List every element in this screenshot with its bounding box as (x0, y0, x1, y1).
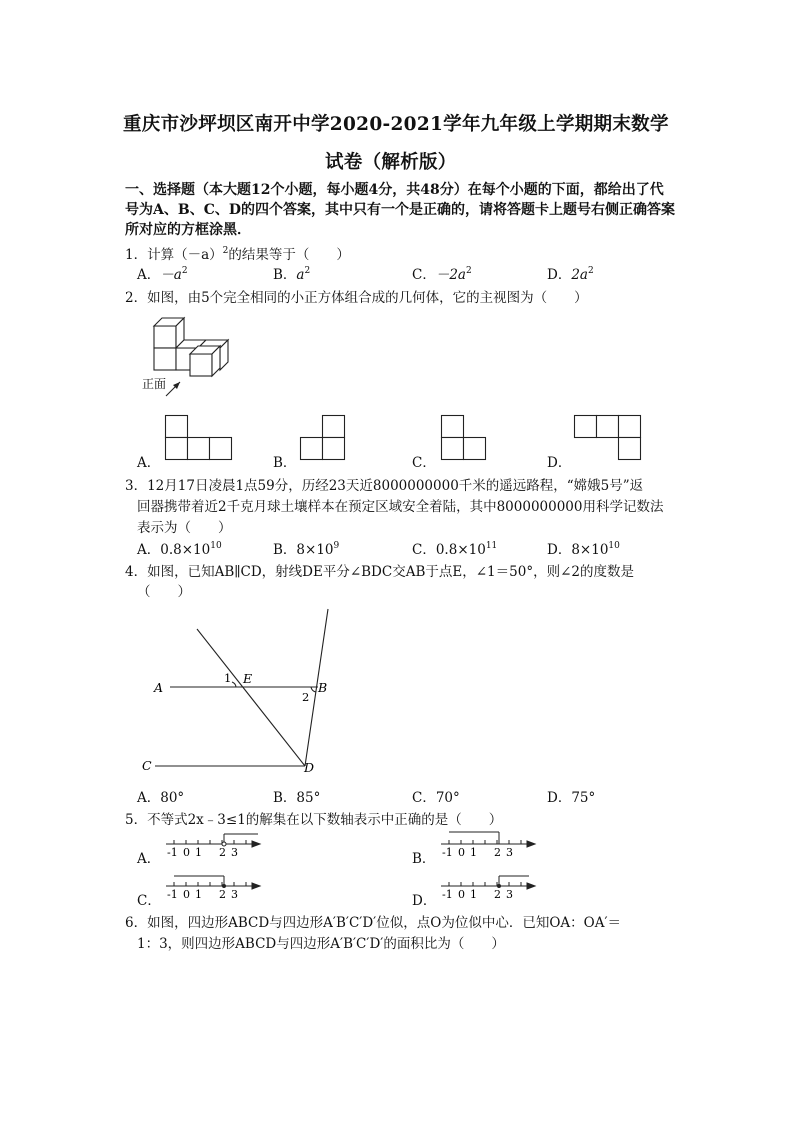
q2-option-c-view[interactable] (441, 415, 491, 460)
q2-option-a-view[interactable] (165, 415, 235, 460)
q5-b-label-2: 2 (494, 846, 501, 859)
q4-option-a[interactable] (137, 786, 184, 806)
q3-option-a-exponent: 10 (210, 541, 222, 551)
q5-d-label-3: 3 (506, 888, 513, 901)
q5-b-label-0: 0 (458, 846, 465, 859)
q4-option-a-label: A． (137, 790, 161, 806)
q5-a-label-1: 1 (195, 846, 202, 859)
q3-option-d-exponent: 10 (608, 541, 620, 551)
section-instructions-line3: 所对应的方框涂黑． (125, 222, 251, 238)
q3-option-b-text: 8×10 (296, 542, 334, 558)
q1-option-a-text: －a (160, 267, 182, 283)
q3-option-a-label: A． (137, 542, 161, 558)
q3-stem-line2: 回器携带着近2千克月球土壤样本在预定区域安全着陆，其中8000000000用科学记数法 (137, 499, 664, 515)
q4-stem-line1: 4．如图，已知AB∥CD，射线DE平分∠BDC交AB于点E，∠1＝50°，则∠2的度数是 (125, 564, 634, 580)
q5-option-a-label[interactable]: A． (137, 851, 161, 867)
q4-option-c[interactable] (412, 786, 460, 806)
q1-option-b-label: B． (273, 267, 297, 283)
q3-option-c-exponent: 11 (485, 541, 498, 551)
q5-a-label-0: 0 (183, 846, 190, 859)
q2-option-a-label[interactable]: A． (137, 455, 161, 471)
q3-option-d-text: 8×10 (571, 542, 609, 558)
q5-c-label-neg1: -1 (167, 888, 178, 901)
q3-option-c-text: 0.8×10 (435, 542, 486, 558)
q1-option-c-exponent: 2 (465, 266, 472, 276)
q1-option-d-text: 2a (571, 267, 588, 283)
q1-stem-text: 1．计算（－a） (125, 247, 223, 263)
q5-d-label-2: 2 (494, 888, 501, 901)
q3-option-d-label: D． (547, 542, 572, 558)
q1-option-b-text: a (296, 267, 305, 283)
q2-option-c-label[interactable]: C． (412, 455, 436, 471)
q4-angle1-label: 1 (224, 671, 232, 685)
q5-option-a-axis[interactable] (166, 828, 266, 860)
q2-front-label: 正面 (142, 377, 167, 391)
q5-option-b-label[interactable]: B． (412, 851, 436, 867)
q3-option-a[interactable] (137, 538, 222, 558)
section-instructions-line2: 号为A、B、C、D的四个答案，其中只有一个是正确的，请将答题卡上题号右侧正确答案 (125, 202, 675, 218)
q5-c-label-0: 0 (183, 888, 190, 901)
q3-option-c-label: C． (412, 542, 436, 558)
q4-point-c: C (142, 758, 152, 773)
q1-option-a[interactable] (137, 263, 188, 283)
q4-option-b-text: 85° (296, 790, 321, 806)
q3-option-a-text: 0.8×10 (160, 542, 211, 558)
q5-b-label-neg1: -1 (442, 846, 453, 859)
q5-option-b-axis[interactable] (441, 828, 541, 860)
q3-option-b[interactable] (273, 538, 339, 558)
q4-figure (140, 600, 340, 780)
q5-a-label-2: 2 (219, 846, 226, 859)
q4-angle1-arc (232, 682, 236, 687)
q1-option-d-label: D． (547, 267, 572, 283)
q1-option-d-exponent: 2 (587, 266, 594, 276)
q4-point-b: B (318, 680, 328, 695)
q4-angle2-label: 2 (302, 690, 310, 704)
q2-cube-top-front (154, 326, 176, 348)
q5-stem: 5．不等式2x﹣3≤1的解集在以下数轴表示中正确的是（ ） (125, 812, 503, 828)
q5-d-label-0: 0 (458, 888, 465, 901)
q4-option-c-text: 70° (435, 790, 460, 806)
q3-stem-line1: 3．12月17日凌晨1点59分，历经23天近8000000000千米的遥远路程，“嫦娥5号”返 (125, 478, 644, 494)
q4-point-d: D (304, 760, 315, 775)
q4-option-b[interactable] (273, 786, 320, 806)
q3-option-d[interactable] (547, 538, 620, 558)
q2-option-b-view[interactable] (300, 415, 350, 460)
q4-ray-de (197, 629, 305, 766)
q5-option-d-axis[interactable] (441, 870, 541, 902)
q1-stem (125, 243, 350, 263)
q4-point-a: A (154, 680, 164, 695)
q2-option-d-view[interactable] (574, 415, 644, 460)
q6-stem-line1: 6．如图，四边形ABCD与四边形A′B′C′D′位似，点O为位似中心．已知OA：OA′＝ (125, 915, 622, 931)
q1-option-b-exponent: 2 (304, 266, 311, 276)
q2-stem: 2．如图，由5个完全相同的小正方体组合成的几何体，它的主视图为（ ） (125, 290, 588, 306)
q1-option-a-label: A． (137, 267, 161, 283)
q1-option-d[interactable] (547, 263, 594, 283)
q2-option-d-label[interactable]: D． (547, 455, 572, 471)
q5-a-label-3: 3 (231, 846, 238, 859)
q4-option-d-text: 75° (571, 790, 596, 806)
q5-option-c-label[interactable]: C． (137, 893, 161, 909)
q1-option-b[interactable] (273, 263, 310, 283)
page-subtitle: 试卷（解析版） (325, 152, 457, 173)
q3-option-b-label: B． (273, 542, 297, 558)
q5-option-d-label[interactable]: D． (412, 893, 437, 909)
q5-c-label-1: 1 (195, 888, 202, 901)
q5-b-label-3: 3 (506, 846, 513, 859)
q2-cube-bottom-front (154, 348, 176, 370)
q4-option-c-label: C． (412, 790, 436, 806)
q6-stem-line2: 1：3，则四边形ABCD与四边形A′B′C′D′的面积比为（ ） (137, 936, 505, 952)
q4-option-b-label: B． (273, 790, 297, 806)
q1-option-c[interactable] (412, 263, 472, 283)
q2-option-b-label[interactable]: B． (273, 455, 297, 471)
q5-c-label-3: 3 (231, 888, 238, 901)
q4-point-e: E (243, 671, 253, 686)
q5-c-label-2: 2 (219, 888, 226, 901)
page-title: 重庆市沙坪坝区南开中学2020-2021学年九年级上学期期末数学 (123, 114, 669, 135)
q1-option-a-exponent: 2 (181, 266, 188, 276)
q3-option-c[interactable] (412, 538, 497, 558)
q4-angle2-arc (311, 687, 316, 692)
q2-cube-front-right (190, 354, 212, 376)
q1-option-c-label: C． (412, 267, 436, 283)
q4-option-d-label: D． (547, 790, 572, 806)
q1-option-c-text: －2a (435, 267, 466, 283)
q5-d-label-1: 1 (470, 888, 477, 901)
q4-option-d[interactable] (547, 786, 595, 806)
q1-stem-exponent: 2 (222, 246, 229, 256)
q1-stem-tail: 的结果等于（ ） (228, 247, 350, 263)
q5-b-label-1: 1 (470, 846, 477, 859)
q4-stem-line2: （ ） (137, 584, 191, 600)
section-instructions-line1: 一、选择题（本大题12个小题，每小题4分，共48分）在每个小题的下面，都给出了代 (125, 182, 664, 198)
q3-option-b-exponent: 9 (333, 541, 340, 551)
q4-option-a-text: 80° (160, 790, 185, 806)
q5-d-label-neg1: -1 (442, 888, 453, 901)
q5-option-c-axis[interactable] (166, 870, 266, 902)
q5-a-label-neg1: -1 (167, 846, 178, 859)
q3-stem-line3: 表示为（ ） (137, 520, 232, 536)
